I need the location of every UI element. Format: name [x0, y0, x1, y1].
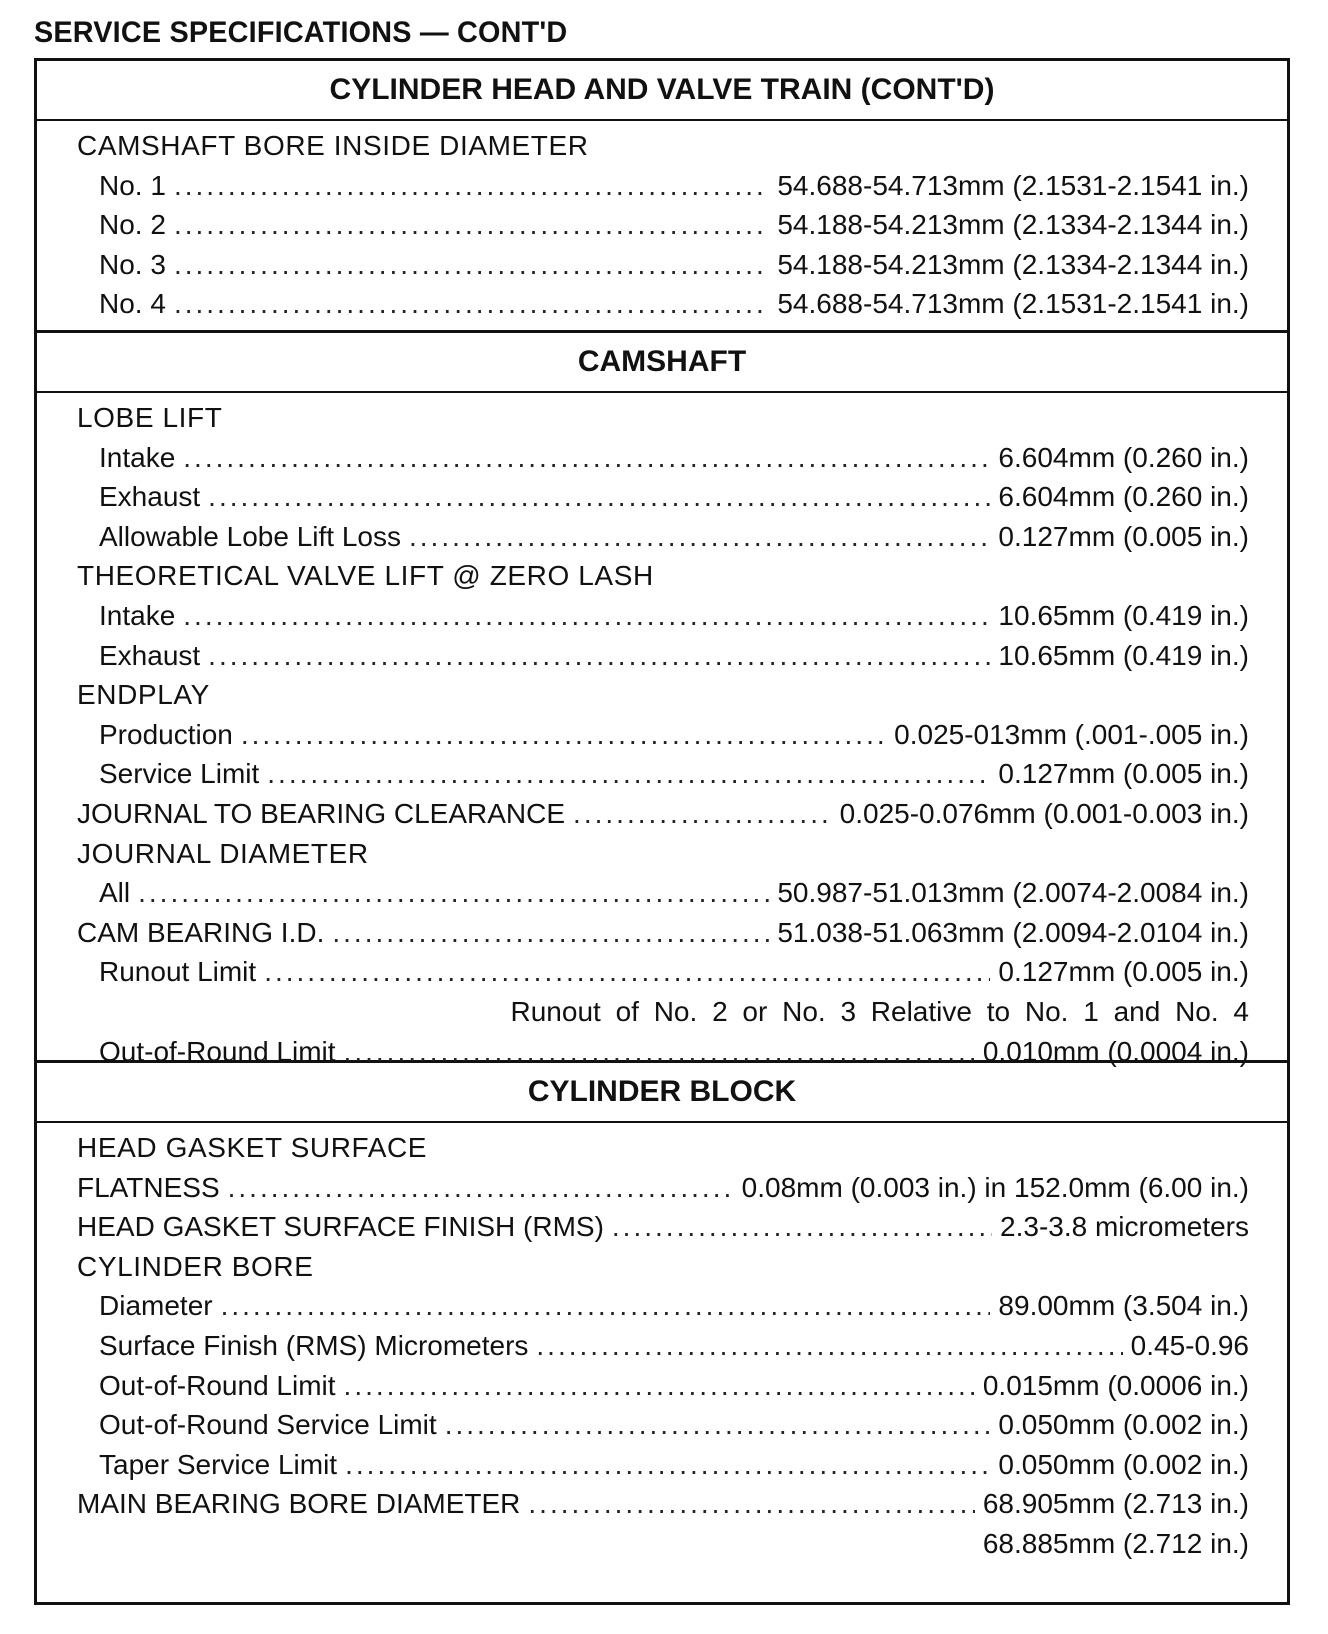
- spec-row: Exhaust ..... 6.604mm (0.260 in.): [37, 481, 1287, 521]
- spec-row: Exhaust ..... 10.65mm (0.419 in.): [37, 640, 1287, 680]
- spec-heading: JOURNAL DIAMETER: [77, 837, 369, 869]
- section-body-cylinder-block: [37, 1123, 1287, 1568]
- spec-heading: CAMSHAFT BORE INSIDE DIAMETER: [77, 130, 589, 161]
- spec-heading: HEAD GASKET SURFACE: [77, 1132, 428, 1163]
- spec-row: Production ..... 0.025-013mm (.001-.005 in.): [37, 719, 1287, 759]
- spec-row: FLATNESS ..... 0.08mm (0.003 in.) in 152.0mm (6.00 in.): [37, 1172, 1287, 1212]
- spec-row: Out-of-Round Limit ..... 0.010mm (0.0004 in.): [37, 1036, 1287, 1076]
- spec-row: No. 2 ..... 54.188-54.213mm (2.1334-2.1344 in.): [37, 209, 1287, 249]
- spec-row: Intake ..... 10.65mm (0.419 in.): [37, 600, 1287, 640]
- spec-row: Allowable Lobe Lift Loss ..... 0.127mm (0.005 in.): [37, 521, 1287, 561]
- spec-row: Taper Service Limit ..... 0.050mm (0.002 in.): [37, 1449, 1287, 1489]
- spec-row: Diameter ..... 89.00mm (3.504 in.): [37, 1290, 1287, 1330]
- spec-note: Runout of No. 2 or No. 3 Relative to No. 1 and No. 4: [510, 995, 1249, 1027]
- spec-row: No. 4 ..... 54.688-54.713mm (2.1531-2.1541 in.): [37, 288, 1287, 328]
- section-header-cylinder-block: CYLINDER BLOCK: [37, 1063, 1287, 1123]
- spec-heading: LOBE LIFT: [77, 402, 223, 433]
- spec-row: All ..... 50.987-51.013mm (2.0074-2.0084 in.): [37, 877, 1287, 917]
- section-body-camshaft: [37, 393, 1287, 1067]
- spec-heading: CYLINDER BORE: [77, 1250, 314, 1282]
- spec-table: [34, 58, 1290, 1605]
- spec-row: HEAD GASKET SURFACE FINISH (RMS) ..... 2.3-3.8 micrometers: [37, 1211, 1287, 1251]
- section-header-camshaft: CAMSHAFT: [37, 333, 1287, 393]
- page-title: SERVICE SPECIFICATIONS — CONT'D: [34, 16, 568, 49]
- spec-row: MAIN BEARING BORE DIAMETER ..... 68.905mm (2.713 in.): [37, 1488, 1287, 1528]
- spec-row: Intake ..... 6.604mm (0.260 in.): [37, 442, 1287, 482]
- spec-row: Surface Finish (RMS) Micrometers ..... 0.45-0.96: [37, 1330, 1287, 1370]
- spec-row: Out-of-Round Service Limit ..... 0.050mm (0.002 in.): [37, 1409, 1287, 1449]
- spec-row: Service Limit ..... 0.127mm (0.005 in.): [37, 758, 1287, 798]
- spec-heading: THEORETICAL VALVE LIFT @ ZERO LASH: [77, 560, 654, 592]
- section-body-cylinder-head: [37, 121, 1287, 333]
- spec-row: No. 3 ..... 54.188-54.213mm (2.1334-2.1344 in.): [37, 249, 1287, 289]
- spec-row: No. 1 ..... 54.688-54.713mm (2.1531-2.1541 in.): [37, 170, 1287, 210]
- spec-heading: ENDPLAY: [77, 679, 210, 711]
- section-header-cylinder-head: CYLINDER HEAD AND VALVE TRAIN (CONT'D): [37, 61, 1287, 121]
- spec-row: Out-of-Round Limit ..... 0.015mm (0.0006 in.): [37, 1370, 1287, 1410]
- spec-row: Runout Limit ..... 0.127mm (0.005 in.): [37, 956, 1287, 996]
- spec-row: JOURNAL TO BEARING CLEARANCE ..... 0.025-0.076mm (0.001-0.003 in.): [37, 798, 1287, 838]
- spec-row: CAM BEARING I.D. ..... 51.038-51.063mm (2.0094-2.0104 in.): [37, 917, 1287, 957]
- spec-note: 68.885mm (2.712 in.): [982, 1527, 1249, 1559]
